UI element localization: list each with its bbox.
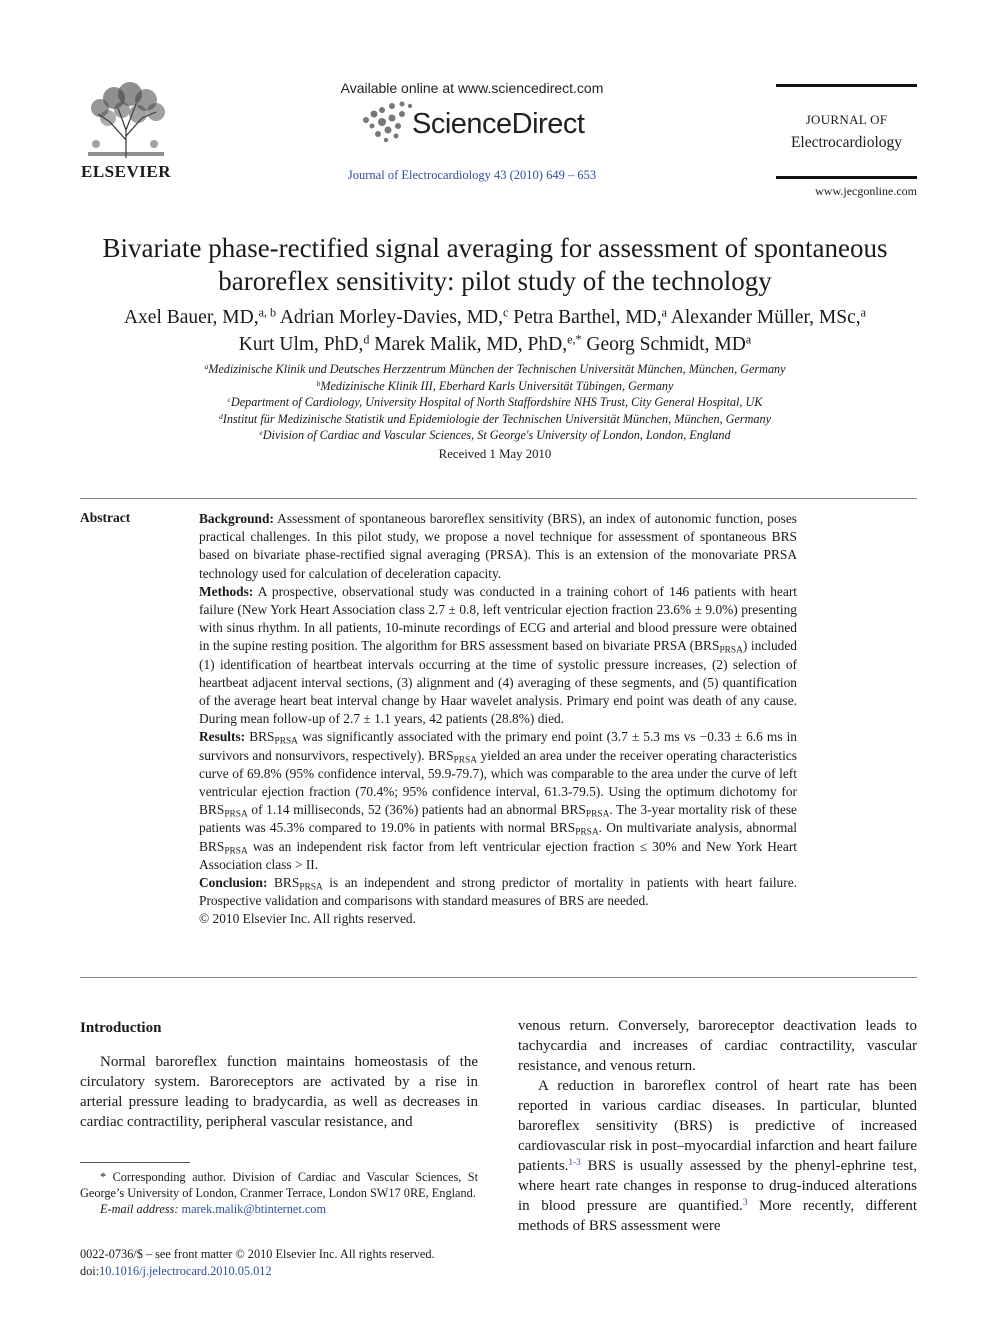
- abstract-conclusion: [199, 874, 797, 910]
- abstract-text: was an independent risk factor from left ventricular ejection fraction ≤ 30% and New York Heart Association class > II.: [199, 838, 797, 872]
- author-name: Axel Bauer, MD,: [123, 307, 259, 328]
- abstract-section-head: Conclusion:: [199, 875, 268, 891]
- subscript: PRSA: [453, 754, 477, 765]
- abstract-divider-top: [80, 498, 917, 499]
- body-paragraph: venous return. Conversely, baroreceptor deactivation leads to tachycardia and increases of cardiac contractility, vascular resistance, and venous return.: [518, 1018, 917, 1074]
- publisher-logo-text: ELSEVIER: [81, 162, 171, 181]
- abstract-text: yielded an area under the receiver operating characteristics curve of 69.8% (95% confidence interval, 59.9-79.7), which was comparable to the area under the curve of left ventricular ejection fraction (70.4%; 95% confidence interval, 61.3-79.5). Using the optimum dichotomy for BRS: [199, 747, 797, 818]
- affiliation-list: [60, 361, 930, 444]
- sciencedirect-brand: ScienceDirect: [412, 108, 585, 140]
- author-line-1: [60, 304, 930, 331]
- body-paragraph: [518, 1076, 917, 1236]
- affiliation-key: b: [316, 378, 321, 388]
- journal-url-link[interactable]: www.jecgonline.com: [815, 184, 917, 198]
- affiliation: [60, 411, 930, 428]
- abstract-text: ) included (1) identification of heartbeat intervals occurring at the time of systolic pressure increases, (2) selection of heartbeat adjacent interval sections, (3) alignment and (4) averaging of these segments, and (5) quantification of the average heart beat interval change by Haar wavelet analysis. Primary end point was death of any cause. During mean follow-up of 2.7 ± 1.1 years, 42 patients (28.8%) died.: [199, 638, 797, 727]
- subscript: PRSA: [719, 645, 743, 656]
- journal-citation-link[interactable]: Journal of Electrocardiology 43 (2010) 649 – 653: [347, 168, 597, 182]
- abstract-divider-bottom: [80, 977, 917, 978]
- citation-link[interactable]: 3: [742, 1197, 748, 1208]
- abstract-text: is an independent and strong predictor of mortality in patients with heart failure. Prospective validation and comparisons with standard measures of BRS are needed.: [199, 875, 797, 909]
- issn-line: 0022-0736/$ – see front matter © 2010 Elsevier Inc. All rights reserved.: [80, 1247, 435, 1261]
- abstract-section-head: Background:: [199, 511, 274, 526]
- abstract-label: Abstract: [80, 510, 131, 525]
- subscript: PRSA: [224, 846, 248, 856]
- body-paragraph: Normal baroreflex function maintains homeostasis of the circulatory system. Baroreceptors are activated by a rise in arterial pressure leading to bradycardia, as well as decreases in cardiac contractility, peripheral vascular resistance, and: [80, 1054, 478, 1130]
- affiliation: [60, 427, 930, 444]
- abstract-text: . The 3-year mortality risk of these patients was 45.3% compared to 19.0% in patients with normal BRS: [199, 802, 797, 836]
- abstract-text: was significantly associated with the primary end point (3.7 ± 5.3 ms vs −0.33 ± 6.6 ms in survivors and nonsurvivors, respectively). BRS: [199, 729, 797, 763]
- affiliation-text: Division of Cardiac and Vascular Sciences, St George's University of London, London, England: [262, 428, 731, 442]
- abstract-methods: [199, 583, 797, 729]
- author-line-2: [60, 331, 930, 358]
- subscript: PRSA: [585, 809, 610, 820]
- available-online-text: Available online at www.sciencedirect.com: [340, 80, 604, 96]
- subscript: PRSA: [299, 882, 323, 893]
- article-title: [60, 232, 930, 298]
- body-column-left: [80, 1018, 478, 1132]
- affiliation: [60, 394, 930, 411]
- affiliation-text: Institut für Medizinische Statistik und Epidemiologie der Technischen Universität München, München, Germany: [222, 411, 771, 426]
- journal-name-line2: Electrocardiology: [790, 134, 903, 151]
- affiliation: [60, 378, 930, 395]
- abstract-text: A prospective, observational study was conducted in a training cohort of 146 patients with heart failure (New York Heart Association class 2.7 ± 0.8, left ventricular ejection fraction 23.6% ± 9.0%) presenting with sinus rhythm. In all patients, 10-minute recordings of ECG and arterial and blood pressure were obtained in the supine resting position. The algorithm for BRS assessment based on bivariate PRSA (BRS: [199, 583, 797, 654]
- corresponding-author-note: * Corresponding author. Division of Cardiac and Vascular Sciences, St George’s University of London, Cranmer Terrace, London SW17 0RE, England.: [80, 1170, 478, 1200]
- journal-name-line1: JOURNAL OF: [805, 112, 888, 127]
- doi-label: doi:: [80, 1264, 100, 1278]
- author-affil-sup: a, b: [258, 305, 277, 320]
- section-heading-introduction: Introduction: [80, 1020, 162, 1036]
- abstract-section-head: Methods:: [199, 583, 254, 599]
- footnote-rule: [80, 1162, 190, 1163]
- subscript: PRSA: [224, 809, 248, 820]
- affiliation-text: Medizinische Klinik III, Eberhard Karls Universität Tübingen, Germany: [320, 378, 674, 393]
- affiliation-text: Department of Cardiology, University Hospital of North Staffordshire NHS Trust, City General Hospital, UK: [230, 395, 763, 409]
- subscript: PRSA: [274, 736, 298, 747]
- affiliation-key: c: [227, 394, 231, 404]
- affiliation-text: Medizinische Klinik und Deutsches Herzzentrum München der Technischen Universität München, München, Germany: [208, 362, 786, 376]
- author-name: Alexander Müller, MSc,: [670, 307, 861, 328]
- received-date: Received 1 May 2010: [438, 447, 552, 461]
- author-name: Petra Barthel, MD,: [513, 307, 662, 328]
- issn-block: [80, 1246, 478, 1280]
- body-text: A reduction in baroreflex control of heart rate has been reported in various cardiac diseases. In particular, blunted baroreflex sensitivity (BRS) is predictive of increased cardiovascular risk in post–myocardial infarction and heart failure patients.: [518, 1078, 917, 1174]
- author-affil-sup: d: [363, 332, 370, 347]
- journal-masthead-rule-top: [776, 84, 917, 87]
- author-affil-sup: c: [502, 305, 509, 320]
- email-label: E-mail address:: [100, 1202, 179, 1216]
- abstract-text: . On multivariate analysis, abnormal BRS: [199, 820, 797, 854]
- affiliation-key: e: [259, 427, 263, 437]
- author-name: Marek Malik, MD, PhD,: [374, 334, 568, 355]
- article-title-line1: Bivariate phase-rectified signal averaging for assessment of spontaneous: [102, 233, 888, 263]
- author-affil-sup: a: [745, 332, 752, 347]
- body-column-right: [518, 1016, 917, 1236]
- abstract-results: [199, 728, 797, 874]
- abstract-text: of 1.14 milliseconds, 52 (36%) patients had an abnormal BRS: [247, 802, 586, 818]
- author-name: Georg Schmidt, MD: [586, 334, 746, 355]
- footnote: [80, 1169, 478, 1217]
- abstract-background: [199, 510, 797, 583]
- citation-link[interactable]: 1-3: [568, 1157, 581, 1168]
- body-text: BRS is usually assessed by the phenyl-ephrine test, where heart rate changes in response to drug-induced alterations in blood pressure are quantified.: [518, 1158, 917, 1214]
- affiliation-key: d: [218, 411, 223, 421]
- abstract-body: [199, 510, 797, 929]
- author-name: Kurt Ulm, PhD,: [238, 334, 364, 355]
- email-link[interactable]: marek.malik@btinternet.com: [181, 1202, 327, 1216]
- email-line: [80, 1201, 478, 1217]
- affiliation-key: a: [204, 361, 209, 371]
- abstract-text: Assessment of spontaneous baroreflex sensitivity (BRS), an index of autonomic function, poses practical challenges. In this pilot study, we propose a novel technique for assessment of spontaneous BRS based on bivariate phase-rectified signal averaging (PRSA). This is an extension of the monovariate PRSA technology used for calculation of deceleration capacity.: [199, 511, 797, 581]
- author-affil-sup: a: [661, 305, 667, 320]
- author-name: Adrian Morley-Davies, MD,: [279, 307, 503, 328]
- article-title-line2: baroreflex sensitivity: pilot study of the technology: [218, 266, 772, 296]
- journal-masthead-rule-bottom: [776, 176, 917, 179]
- abstract-text: BRS: [274, 875, 300, 891]
- subscript: PRSA: [575, 827, 599, 838]
- abstract-text: BRS: [249, 729, 275, 745]
- body-text: More recently, different methods of BRS assessment were: [518, 1198, 917, 1234]
- author-list: [60, 304, 930, 358]
- doi-line: [80, 1263, 478, 1280]
- author-affil-sup: a: [860, 305, 867, 320]
- affiliation: [60, 361, 930, 378]
- doi-link[interactable]: 10.1016/j.jelectrocard.2010.05.012: [99, 1264, 272, 1278]
- abstract-copyright: © 2010 Elsevier Inc. All rights reserved.: [199, 911, 416, 927]
- author-affil-sup: e,*: [567, 332, 582, 347]
- abstract-section-head: Results:: [199, 729, 246, 745]
